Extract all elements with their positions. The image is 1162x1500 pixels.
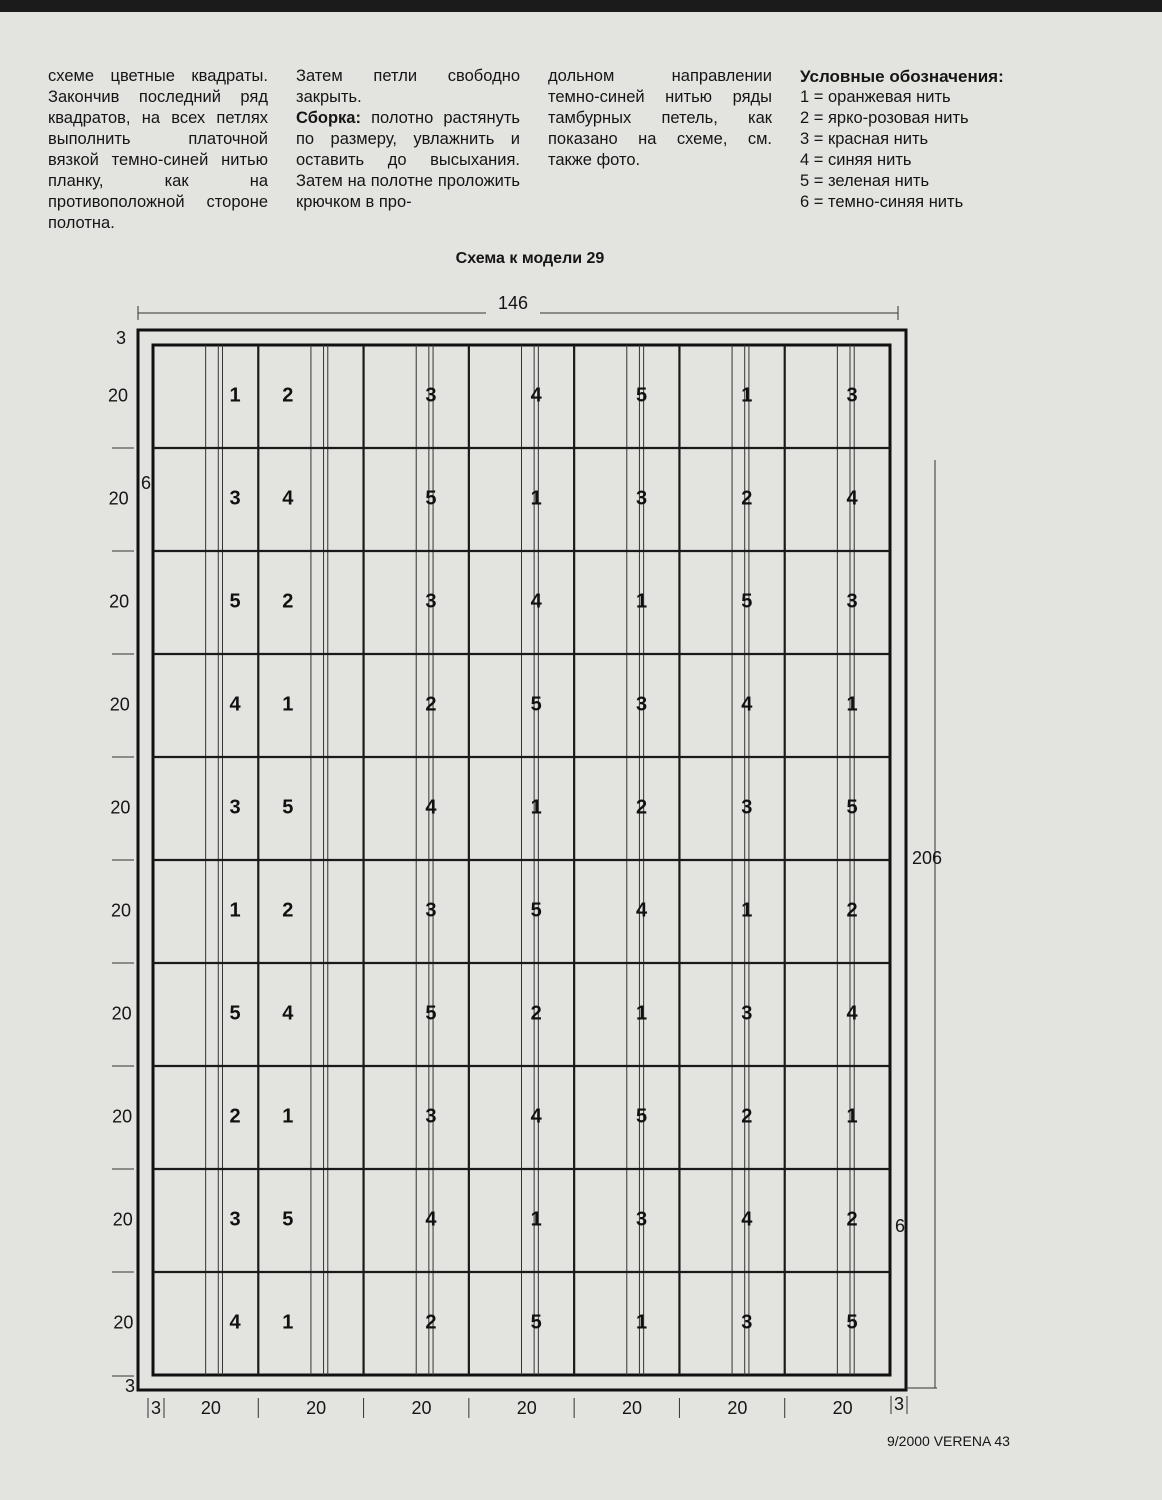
- scheme-title: Схема к модели 29: [455, 250, 605, 267]
- grid-cell-number: 2: [282, 384, 294, 407]
- grid-cell-number: 3: [425, 899, 437, 922]
- grid-cell-number: 5: [741, 590, 753, 613]
- grid-cell-number: 5: [530, 1311, 542, 1334]
- grid-cell-number: 1: [741, 899, 753, 922]
- legend-item: 4 = синяя нить: [800, 151, 912, 169]
- grid-cell-number: 4: [425, 796, 437, 819]
- grid-cell-number: 2: [635, 796, 648, 819]
- grid-cell-number: 1: [530, 487, 542, 510]
- row-dimension-label: 20: [112, 1209, 133, 1230]
- row-dimension-label: 20: [111, 1003, 132, 1024]
- grid-cell-number: 2: [846, 1208, 858, 1231]
- grid-cell-number: 3: [741, 796, 753, 819]
- row-dimension-label: 20: [107, 385, 129, 406]
- grid-cell-number: 3: [229, 796, 241, 819]
- border-stripe-label: 6: [140, 473, 152, 493]
- grid-cell-number: 4: [425, 1208, 437, 1231]
- row-dimension-label: 20: [110, 797, 131, 818]
- grid-cell-number: 2: [530, 1002, 542, 1025]
- grid-cell-number: 5: [530, 693, 542, 716]
- paragraph-text: полотно растянуть по размеру, увлажнить и оставить до высыхания. Затем на полотне проложить крючком в про-: [296, 109, 520, 211]
- border-label: 3: [150, 1398, 162, 1418]
- grid-cell-number: 1: [846, 693, 858, 716]
- grid-cell-number: 4: [846, 1002, 858, 1025]
- grid-cell-number: 2: [282, 899, 294, 922]
- bold-heading: Сборка:: [296, 109, 361, 127]
- grid-cell-number: 3: [741, 1311, 753, 1334]
- border-stripe-label: 6: [894, 1216, 906, 1236]
- grid-cell-number: 2: [846, 899, 858, 922]
- border-label: 3: [115, 328, 127, 348]
- grid-cell-number: 1: [282, 1311, 294, 1334]
- grid-cell-number: 5: [229, 590, 241, 613]
- column-dimension-label: 20: [832, 1398, 853, 1418]
- grid-cell-number: 2: [425, 1311, 437, 1334]
- grid-cell-number: 1: [635, 1311, 648, 1334]
- grid-cell-number: 4: [530, 384, 542, 407]
- grid-cell-number: 1: [229, 899, 241, 922]
- grid-cell-number: 4: [229, 1311, 241, 1334]
- grid-cell-number: 1: [635, 1002, 648, 1025]
- grid-cell-number: 3: [229, 487, 241, 510]
- row-dimension-label: 20: [108, 488, 129, 509]
- legend-item: 5 = зеленая нить: [800, 172, 930, 190]
- grid-cell-number: 5: [635, 1105, 648, 1128]
- column-dimension-label: 20: [622, 1398, 643, 1418]
- grid-cell-number: 3: [425, 590, 437, 613]
- grid-cell-number: 5: [530, 899, 542, 922]
- grid-cell-number: 4: [530, 590, 542, 613]
- column-dimension-label: 20: [200, 1398, 221, 1418]
- grid-cell-number: 4: [741, 693, 753, 716]
- grid-cell-number: 3: [846, 384, 858, 407]
- grid-cell-number: 3: [635, 487, 648, 510]
- grid-cell-number: 3: [741, 1002, 753, 1025]
- grid-cell-number: 1: [229, 384, 241, 407]
- grid-cell-number: 4: [635, 899, 648, 922]
- grid-cell-number: 1: [282, 1105, 294, 1128]
- column-dimension-label: 20: [306, 1398, 327, 1418]
- grid-cell-number: 3: [425, 384, 437, 407]
- legend-item: 3 = красная нить: [800, 130, 929, 148]
- page-footer: 9/2000 VERENA 43: [887, 1433, 1010, 1449]
- paragraph-text: дольном направлении темно-синей нитью ряды тамбурных петель, как показано на схеме, см. также фото.: [548, 67, 772, 169]
- grid-cell-number: 5: [282, 796, 294, 819]
- grid-cell-number: 1: [530, 1208, 542, 1231]
- grid-cell-number: 5: [425, 487, 437, 510]
- row-dimension-label: 20: [109, 694, 130, 715]
- grid-cell-number: 4: [229, 693, 241, 716]
- grid-cell-number: 5: [635, 384, 648, 407]
- grid-cell-number: 5: [846, 796, 858, 819]
- column-dimension-label: 20: [516, 1398, 537, 1418]
- row-dimension-label: 20: [110, 900, 132, 921]
- row-dimension-label: 20: [109, 591, 130, 612]
- grid-cell-number: 4: [741, 1208, 753, 1231]
- border-label: 3: [124, 1376, 136, 1396]
- legend-item: 6 = темно-синяя нить: [800, 193, 964, 211]
- paragraph-text: Затем петли свободно закрыть.: [296, 67, 520, 106]
- row-dimension-label: 20: [113, 1312, 134, 1333]
- height-label: 206: [911, 848, 943, 868]
- column-dimension-label: 20: [727, 1398, 748, 1418]
- grid-cell-number: 3: [425, 1105, 437, 1128]
- grid-cell-number: 3: [846, 590, 858, 613]
- grid-cell-number: 5: [846, 1311, 858, 1334]
- grid-cell-number: 1: [846, 1105, 858, 1128]
- grid-cell-number: 3: [229, 1208, 241, 1231]
- legend-title: Условные обозначения:: [800, 67, 1004, 86]
- grid-cell-number: 1: [635, 590, 648, 613]
- grid-cell-number: 5: [425, 1002, 437, 1025]
- width-label: 146: [497, 293, 529, 313]
- grid-cell-number: 4: [282, 487, 294, 510]
- grid-cell-number: 4: [846, 487, 858, 510]
- grid-cell-number: 4: [530, 1105, 542, 1128]
- row-dimension-label: 20: [112, 1106, 133, 1127]
- border-label: 3: [893, 1394, 905, 1414]
- grid-cell-number: 3: [635, 693, 648, 716]
- grid-cell-number: 1: [741, 384, 753, 407]
- grid-cell-number: 5: [282, 1208, 294, 1231]
- grid-cell-number: 3: [635, 1208, 648, 1231]
- paragraph-text: схеме цветные квадраты. Закончив последний ряд квадратов, на всех петлях выполнить платочной вязкой темно-синей нитью планку, как на противоположной стороне полотна.: [48, 67, 268, 232]
- grid-cell-number: 2: [425, 693, 437, 716]
- grid-cell-number: 2: [229, 1105, 241, 1128]
- grid-cell-number: 2: [741, 1105, 753, 1128]
- legend-item: 2 = ярко-розовая нить: [800, 109, 969, 127]
- grid-cell-number: 1: [282, 693, 294, 716]
- grid-cell-number: 2: [741, 487, 753, 510]
- legend-item: 1 = оранжевая нить: [800, 88, 951, 106]
- column-dimension-label: 20: [411, 1398, 432, 1418]
- grid-cell-number: 1: [530, 796, 542, 819]
- grid-cell-number: 4: [282, 1002, 294, 1025]
- grid-cell-number: 2: [282, 590, 294, 613]
- grid-cell-number: 5: [229, 1002, 241, 1025]
